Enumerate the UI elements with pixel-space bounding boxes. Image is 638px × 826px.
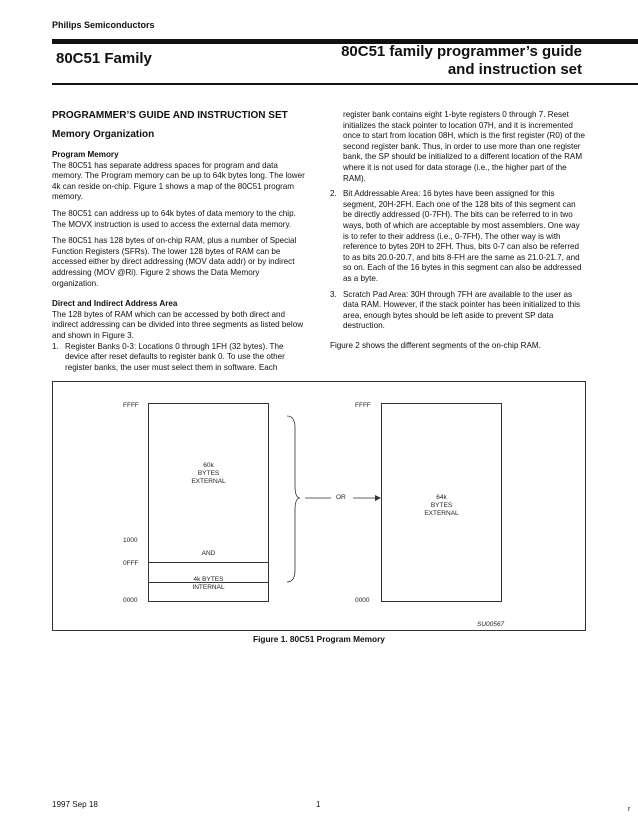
block-label-line: BYTES — [197, 470, 220, 477]
closing-paragraph: Figure 2 shows the different segments of the on-chip RAM. — [330, 340, 541, 350]
right-column — [330, 110, 586, 351]
figure-caption: Figure 1. 80C51 Program Memory — [253, 634, 385, 644]
block-label-line: 64k — [436, 494, 447, 501]
corner-mark: r — [628, 806, 631, 813]
section-heading: PROGRAMMER’S GUIDE AND INSTRUCTION SET — [52, 110, 288, 121]
address-label: 0000 — [123, 597, 138, 604]
paragraph: The 80C51 has separate address spaces for program and data memory. The Program memory can be up to 64k bytes long. The lower 4k can reside on-chip. Figure 1 shows a map of the 80C51 program memory. — [52, 160, 305, 202]
footer-date: 1997 Sep 18 — [52, 800, 98, 809]
program-memory-figure — [52, 381, 586, 631]
document-title-line1: 80C51 family programmer’s guide — [341, 43, 582, 60]
program-memory-title: Program Memory — [52, 150, 119, 159]
list-item-continuation: register bank contains eight 1-byte registers 0 through 7. Reset initializes the stack pointer to location 07H, and it is incremented once to start from location 08H, which is the first register (R0) of the second register bank. Thus, in order to use more than one register bank, the SP should be initialized to a different location of the RAM where it is not used for data storage (i.e., the higher part of the RAM). — [343, 110, 586, 183]
paragraph: The 80C51 has 128 bytes of on-chip RAM, plus a number of Special Function Registers (SFRs). The lower 128 bytes of RAM can be accessed either by direct addressing (MOV data addr) or by indirect addressing (MOV @Ri). Figure 2 shows the Data Memory organization. — [52, 236, 297, 288]
list-text: Bit Addressable Area: 16 bytes have been assigned for this segment, 20H-2FH. Each one of the 128 bits of this segment can be directly addressed (0-7FH). The bits can be referred to in two ways, both of which are acceptable by most assemblers. One way is to refer to their address (i.e., 0-7FH). The other way is with reference to bytes 20H to 2FH. Thus, bits 0-7 can also be referred to as bits 20.0-20.7, and bits 8-FH are the same as 21.0-21.7, and so on. Each of the 16 bytes in this segment can also be addressed as a byte. — [343, 189, 582, 283]
or-label: OR — [336, 494, 346, 501]
address-label: FFFF — [123, 402, 139, 409]
list-text: Scratch Pad Area: 30H through 7FH are available to the user as data RAM. However, if the stack pointer has been initialized to this area, enough bytes should be left aside to prevent SP data destruction. — [343, 289, 581, 331]
document-title — [341, 43, 582, 79]
direct-indirect-title: Direct and Indirect Address Area — [52, 299, 178, 309]
product-family: 80C51 Family — [56, 50, 152, 67]
list-number: 1. — [52, 341, 59, 351]
block-label-line: 60k — [203, 462, 214, 469]
address-label: 1000 — [123, 537, 138, 544]
curly-brace — [281, 412, 301, 584]
list-item — [330, 290, 586, 332]
internal-memory-label — [148, 576, 269, 592]
block-label-line: INTERNAL — [192, 584, 225, 591]
and-label: AND — [201, 550, 216, 557]
left-column — [52, 110, 308, 373]
address-label: 0000 — [355, 597, 370, 604]
list-item — [330, 189, 586, 284]
paragraph: The 128 bytes of RAM which can be accessed by both direct and indirect addressing can be divided into three segments as listed below and shown in Figure 3. — [52, 309, 304, 340]
address-label: 0FFF — [123, 560, 139, 567]
list-number: 3. — [330, 289, 337, 299]
page-number: 1 — [316, 800, 321, 809]
figure-code: SU00567 — [477, 621, 505, 628]
list-text: Register Banks 0-3: Locations 0 through 1FH (32 bytes). The device after reset defaults to register bank 0. To use the other register banks, the user must select them in software. Each — [65, 341, 285, 372]
block-label-line: EXTERNAL — [191, 478, 226, 485]
paragraph: The 80C51 can address up to 64k bytes of data memory to the chip. The MOVX instruction is used to access the external data memory. — [52, 208, 296, 229]
list-item — [52, 342, 308, 374]
header-rule-thin — [52, 83, 638, 85]
block-label-line: EXTERNAL — [424, 510, 459, 517]
full-external-memory-label — [381, 494, 502, 518]
company-name: Philips Semiconductors — [52, 20, 155, 30]
block-label-line: BYTES — [430, 502, 453, 509]
external-memory-label — [148, 462, 269, 486]
block-label-line: 4k BYTES — [193, 576, 224, 583]
section-subheading: Memory Organization — [52, 129, 155, 140]
address-label: FFFF — [355, 402, 371, 409]
list-number: 2. — [330, 189, 337, 199]
document-title-line2: and instruction set — [447, 61, 582, 78]
